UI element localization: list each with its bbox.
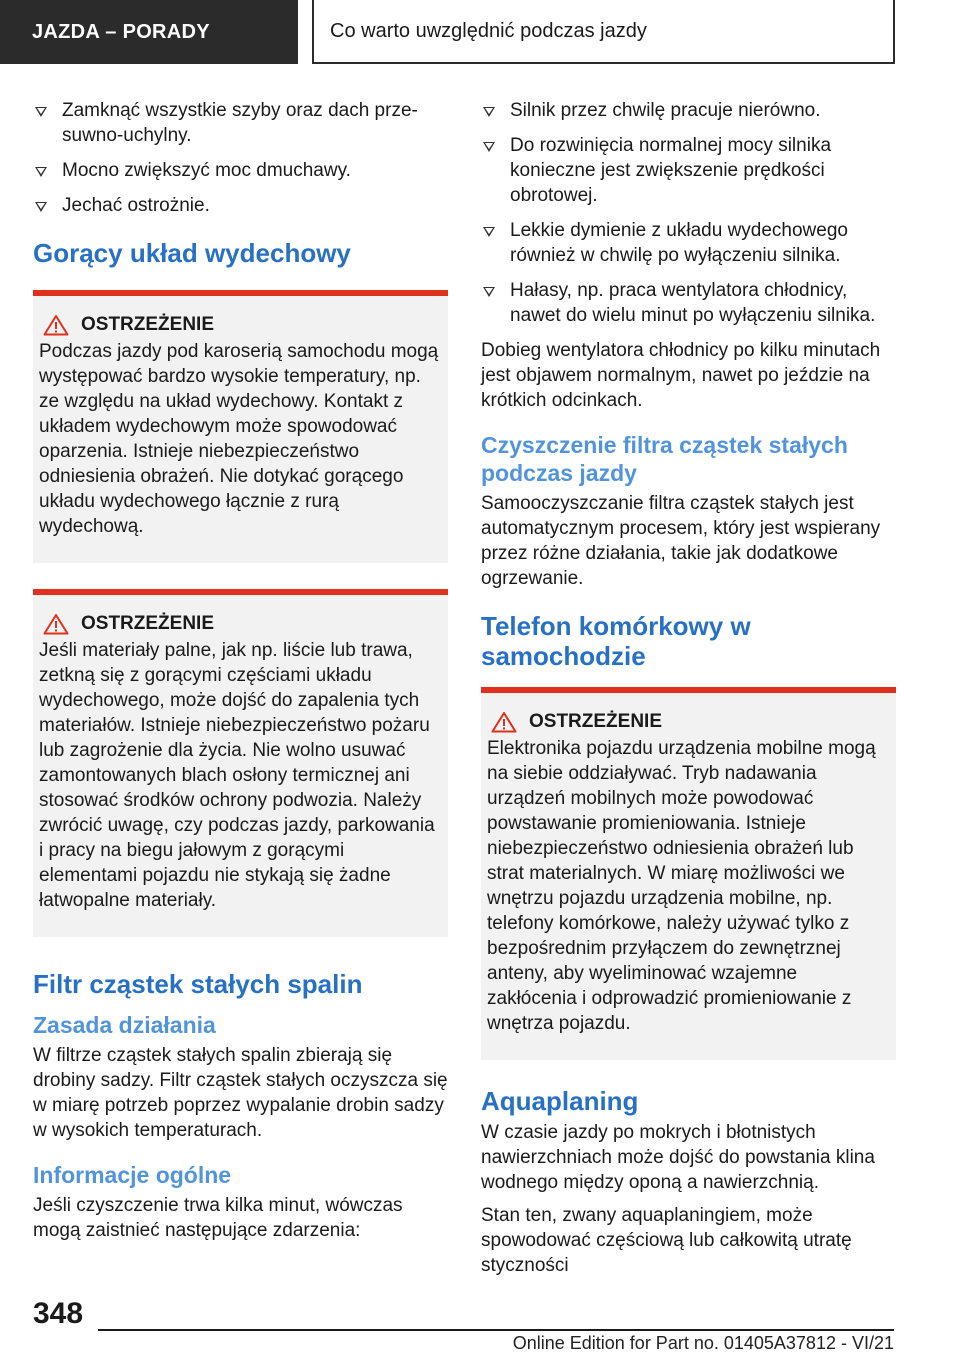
warning-text: Elektronika pojazdu urządzenia mobilne mogą na siebie oddziaływać. Tryb nadawania urządzeń mobilnych może powodować powstawanie promieniowania. Istnieje niebezpieczeństwo odniesienia obrażeń lub strat materialnych. W miarę możliwości we wnętrzu pojazdu urządzenia mobilne, np. telefony komórkowe, należy używać tylko z bezpośrednim przyłączem do zewnętrznej anteny, aby wyeliminować wzajemne zakłócenia i odprowadzić promieniowanie z wnętrza pojazdu. <box>487 738 876 1034</box>
list-item: Do rozwinięcia normalnej mocy silnika konieczne jest zwiększenie prędkości obrotowej. <box>481 133 896 208</box>
heading-filter-cleaning: Czyszczenie filtra cząstek stałych podczas jazdy <box>481 432 848 486</box>
warning-triangle-icon <box>43 314 69 336</box>
list-item: Hałasy, np. praca wentylatora chłodnicy, nawet do wielu minut po wyłączeniu silnika. <box>481 278 896 328</box>
paragraph-fan: Dobieg wentylatora chłodnicy po kilku minutach jest objawem normalnym, nawet po jeździe na krótkich odcinkach. <box>481 340 881 411</box>
bullet-list-left <box>33 98 448 218</box>
page-header <box>0 0 960 66</box>
warning-text: Podczas jazdy pod karoserią samochodu mogą występować bardzo wysokie temperatury, np. ze względu na układ wydechowy. Kontakt z układem wydechowym może spowodować oparzenia. Istnieje niebezpieczeństwo odniesienia obrażeń. Nie dotykać gorącego układu wydechowego łącznie z rurą wydechową. <box>39 341 439 537</box>
left-column <box>33 98 448 1251</box>
right-column <box>481 98 896 1286</box>
warning-triangle-icon <box>491 711 517 733</box>
bullet-triangle-icon <box>35 167 47 177</box>
heading-principle: Zasada działania <box>33 1012 216 1038</box>
list-item: Silnik przez chwilę pracuje nierówno. <box>481 98 896 123</box>
paragraph-principle: W filtrze cząstek stałych spalin zbierają się drobiny sadzy. Filtr cząstek stałych oczyszcza się w miarę potrzeb poprzez wypalanie drobin sadzy w wysokich temperaturach. <box>33 1045 448 1141</box>
bullet-triangle-icon <box>35 202 47 212</box>
section-tab: JAZDA – PORADY <box>0 0 298 64</box>
warning-box <box>33 589 448 937</box>
warning-text: Jeśli materiały palne, jak np. liście lub trawa, zetkną się z gorącymi częściami układu wydechowego, może dojść do zapalenia tych materiałów. Istnieje niebezpieczeństwo pożaru lub zagrożenie dla życia. Nie wolno usuwać zamontowanych blach osłony termicznej ani stosować środków ochrony podwozia. Należy zwrócić uwagę, czy podczas jazdy, parkowania i pracy na biegu jałowym z gorącymi elementami pojazdu nie stykają się żadne łatwopalne materiały. <box>39 640 435 911</box>
bullet-triangle-icon <box>35 107 47 117</box>
list-item: Mocno zwiększyć moc dmuchawy. <box>33 158 448 183</box>
warning-box <box>33 290 448 563</box>
page-number: 348 <box>33 1297 84 1330</box>
heading-aquaplaning: Aquaplaning <box>481 1086 639 1116</box>
bullet-list-right <box>481 98 896 328</box>
warning-triangle-icon <box>43 613 69 635</box>
bullet-triangle-icon <box>483 287 495 297</box>
bullet-triangle-icon <box>483 227 495 237</box>
warning-label: OSTRZEŻENIE <box>81 613 215 634</box>
paragraph-aquaplaning-1: W czasie jazdy po mokrych i błotnistych nawierzchniach może dojść do powstania klina wodnego między oponą a nawierzchnią. <box>481 1122 875 1193</box>
heading-particle-filter: Filtr cząstek stałych spalin <box>33 969 363 999</box>
paragraph-aquaplaning-2: Stan ten, zwany aquaplaningiem, może spowodować częściową lub całkowitą utratę styczności <box>481 1205 852 1276</box>
chapter-title: Co warto uwzględnić podczas jazdy <box>312 0 895 64</box>
footer-divider <box>98 1329 894 1331</box>
bullet-triangle-icon <box>483 107 495 117</box>
warning-label: OSTRZEŻENIE <box>81 314 215 335</box>
heading-mobile-phone: Telefon komórkowy w samochodzie <box>481 611 751 671</box>
warning-box <box>481 687 896 1060</box>
paragraph-filter-cleaning: Samooczyszczanie filtra cząstek stałych jest automatycznym procesem, który jest wspierany przez różne działania, takie jak dodatkowe ogrzewanie. <box>481 493 881 589</box>
list-item: Zamknąć wszystkie szyby oraz dach prze-suwno-uchylny. <box>33 98 448 148</box>
edition-info: Online Edition for Part no. 01405A37812 - VI/21 <box>512 1333 894 1353</box>
list-item: Lekkie dymienie z układu wydechowego również w chwilę po wyłączeniu silnika. <box>481 218 896 268</box>
bullet-triangle-icon <box>483 142 495 152</box>
warning-label: OSTRZEŻENIE <box>529 711 663 732</box>
paragraph-general-info: Jeśli czyszczenie trwa kilka minut, wówczas mogą zaistnieć następujące zdarzenia: <box>33 1195 403 1241</box>
list-item: Jechać ostrożnie. <box>33 193 448 218</box>
heading-general-info: Informacje ogólne <box>33 1162 232 1188</box>
heading-hot-exhaust: Gorący układ wydechowy <box>33 238 351 268</box>
